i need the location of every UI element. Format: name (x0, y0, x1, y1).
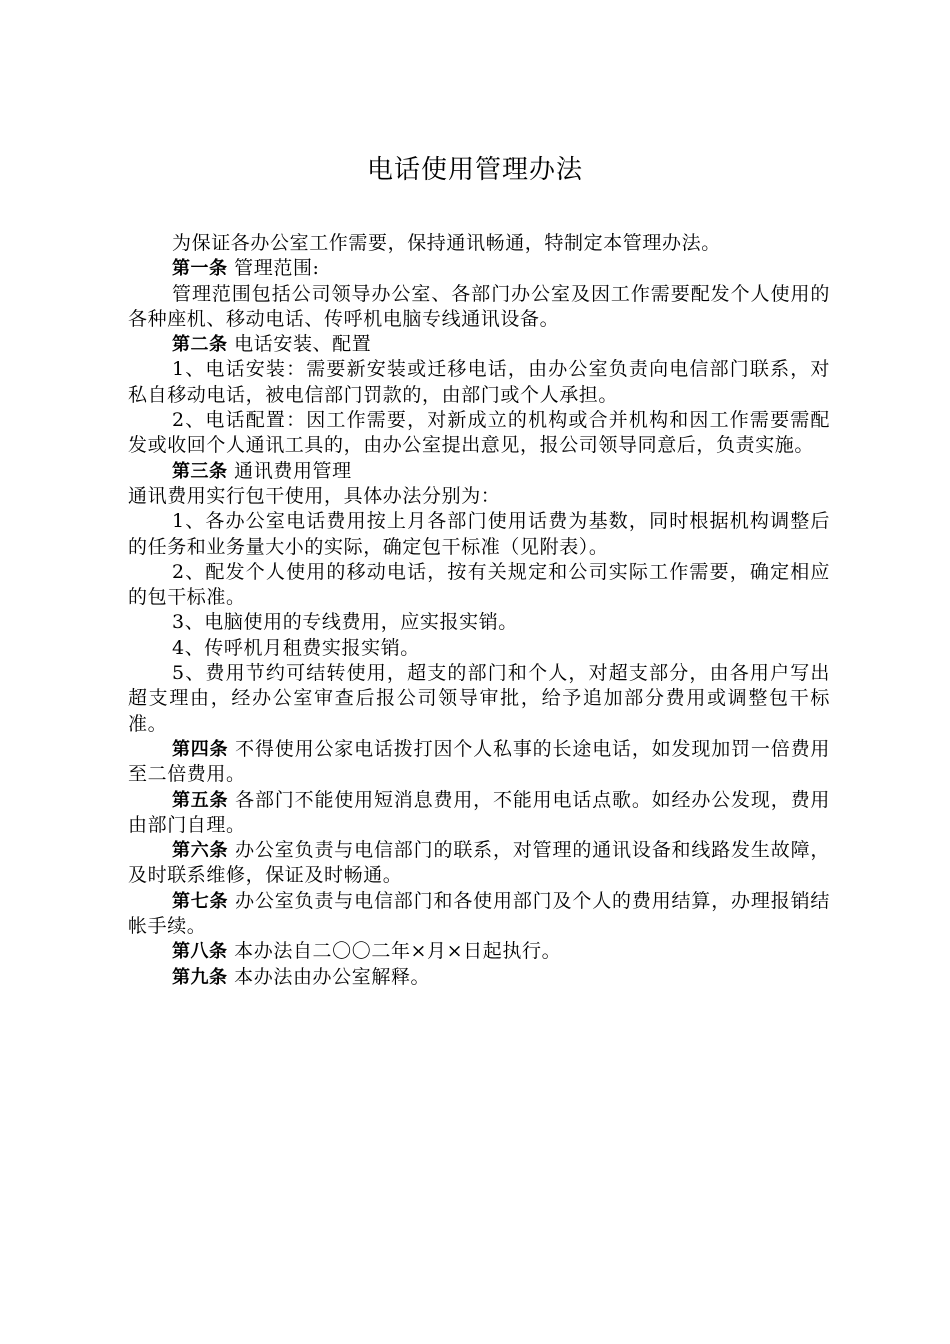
article-5-label: 第五条 (172, 789, 229, 811)
article-3-label: 第三条 (172, 460, 228, 482)
article-4 (128, 737, 830, 788)
article-3-item-2: 2、配发个人使用的移动电话，按有关规定和公司实际工作需要，确定相应的包干标准。 (128, 560, 830, 609)
article-8 (128, 939, 830, 964)
article-3-item-3: 3、电脑使用的专线费用，应实报实销。 (172, 611, 518, 634)
article-2-heading (128, 332, 830, 357)
article-7-label: 第七条 (172, 890, 229, 912)
article-1-heading (128, 256, 830, 281)
article-4-text: 不得使用公家电话拨打因个人私事的长途电话，如发现加罚一倍费用至二倍费用。 (128, 737, 831, 786)
document-body (128, 231, 830, 990)
article-8-text: 本办法自二〇〇二年×月×日起执行。 (234, 940, 562, 963)
article-4-label: 第四条 (172, 738, 229, 760)
article-3-item-4: 4、传呼机月租费实报实销。 (172, 636, 420, 659)
article-1-title: 管理范围: (234, 257, 320, 280)
article-9-text: 本办法由办公室解释。 (234, 965, 431, 988)
article-6-text: 办公室负责与电信部门的联系，对管理的通讯设备和线路发生故障，及时联系维修，保证及时畅通。 (128, 839, 831, 887)
article-5-text: 各部门不能使用短消息费用，不能用电话点歌。如经办公发现，费用由部门自理。 (128, 788, 831, 836)
article-7-text: 办公室负责与电信部门和各使用部门及个人的费用结算，办理报销结帐手续。 (128, 889, 831, 938)
article-6 (128, 838, 830, 889)
article-3-lead: 通讯费用实行包干使用，具体办法分别为： (128, 484, 501, 507)
article-2-item-2: 2、电话配置：因工作需要，对新成立的机构或合并机构和因工作需要需配发或收回个人通讯工具的，由办公室提出意见，报公司领导同意后，负责实施。 (128, 409, 830, 457)
document-title: 电话使用管理办法 (366, 155, 583, 185)
article-9 (128, 965, 830, 990)
article-3-item-5: 5、费用节约可结转使用，超支的部门和个人，对超支部分，由各用户写出超支理由，经办公室审查后报公司领导审批，给予追加部分费用或调整包干标准。 (128, 662, 830, 735)
article-1-body: 管理范围包括公司领导办公室、各部门办公室及因工作需要配发个人使用的各种座机、移动电话、传呼机电脑专线通讯设备。 (128, 282, 830, 330)
article-2-title: 电话安装、配置 (234, 333, 372, 356)
article-8-label: 第八条 (172, 941, 228, 963)
article-3-title: 通讯费用管理 (234, 459, 352, 482)
article-3-item-1: 1、各办公室电话费用按上月各部门使用话费为基数，同时根据机构调整后的任务和业务量大小的实际，确定包干标准（见附表）。 (128, 510, 830, 558)
article-3-heading (128, 459, 830, 484)
article-1-label: 第一条 (172, 258, 228, 280)
article-6-label: 第六条 (172, 840, 229, 862)
article-2-label: 第二条 (172, 334, 228, 356)
article-7 (128, 889, 830, 940)
intro-paragraph: 为保证各办公室工作需要，保持通讯畅通，特制定本管理办法。 (172, 232, 721, 254)
article-5 (128, 788, 830, 839)
article-2-item-1: 1、电话安装：需要新安装或迁移电话，由办公室负责向电信部门联系，对私自移动电话，被电信部门罚款的，由部门或个人承担。 (128, 358, 830, 406)
article-9-label: 第九条 (172, 966, 228, 988)
